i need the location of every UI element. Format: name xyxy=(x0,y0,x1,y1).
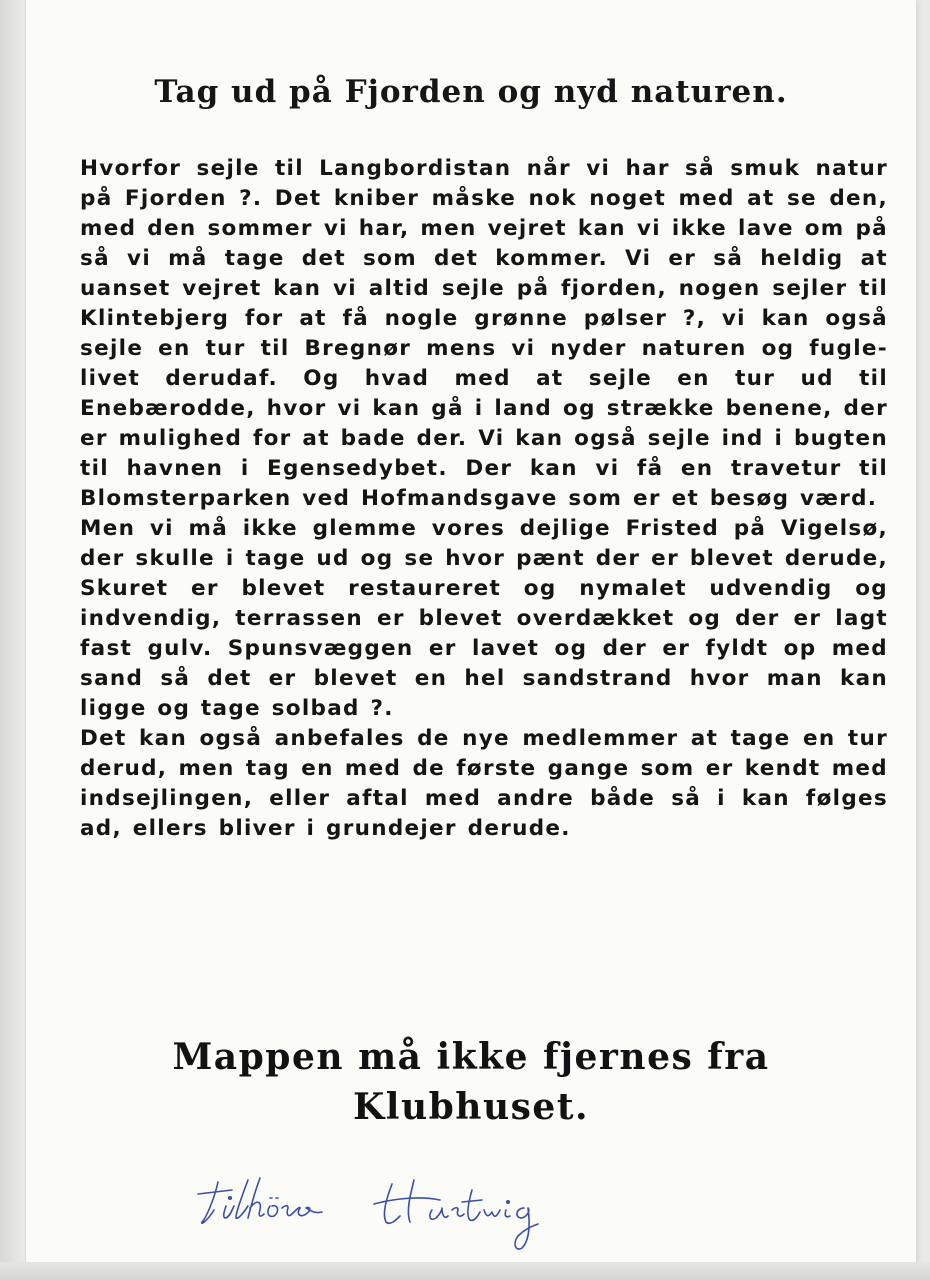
closing-line-2: Klubhuset. xyxy=(353,1086,589,1128)
paper-shadow-left xyxy=(0,0,26,1280)
paper-shadow-bottom xyxy=(0,1262,930,1280)
handwritten-signature xyxy=(196,1160,616,1260)
paragraph-1: Hvorfor sejle til Langbordistan når vi har så smuk natur på Fjorden ?. Det kniber måske nok noget med at se den, med den sommer vi har, men vejret kan vi ikke lave om på så vi må tage det som det kommer. Vi er så heldig at uanset vejret kan vi altid sejle på fjorden, nogen sejler til Klintebjerg for at få nogle grønne pølser ?, vi kan også sejle en tur til Bregnør mens vi nyder naturen og fugle-livet derudaf. Og hvad med at sejle en tur ud til Enebærodde, hvor vi kan gå i land og strække benene, der er mulighed for at bade der. Vi kan også sejle ind i bugten til havnen i Egensedybet. Der kan vi få en travetur til Blomsterparken ved Hofmandsgave som er et besøg værd. xyxy=(80,156,888,511)
closing-line-1: Mappen må ikke fjernes fra xyxy=(172,1036,770,1078)
paragraph-2: Men vi må ikke glemme vores dejlige Fristed på Vigelsø, der skulle i tage ud og se hvor pænt der er blevet derude, Skuret er blevet restaureret og nymalet udvendig og indvendig, terrassen er blevet overdækket og der er lagt fast gulv. Spunsvæggen er lavet og der er fyldt op med sand så det er blevet en hel sandstrand hvor man kan ligge og tage solbad ?. xyxy=(80,516,888,721)
document-title: Tag ud på Fjorden og nyd naturen. xyxy=(154,74,788,110)
paragraph-3: Det kan også anbefales de nye medlemmer at tage en tur derud, men tag en med de første gange som er kendt med indsejlingen, eller aftal med andre både så i kan følges ad, ellers bliver i grundejer derude. xyxy=(80,726,888,841)
closing-notice xyxy=(26,1032,916,1132)
body-text xyxy=(80,154,888,844)
signature-drawing xyxy=(196,1160,616,1260)
